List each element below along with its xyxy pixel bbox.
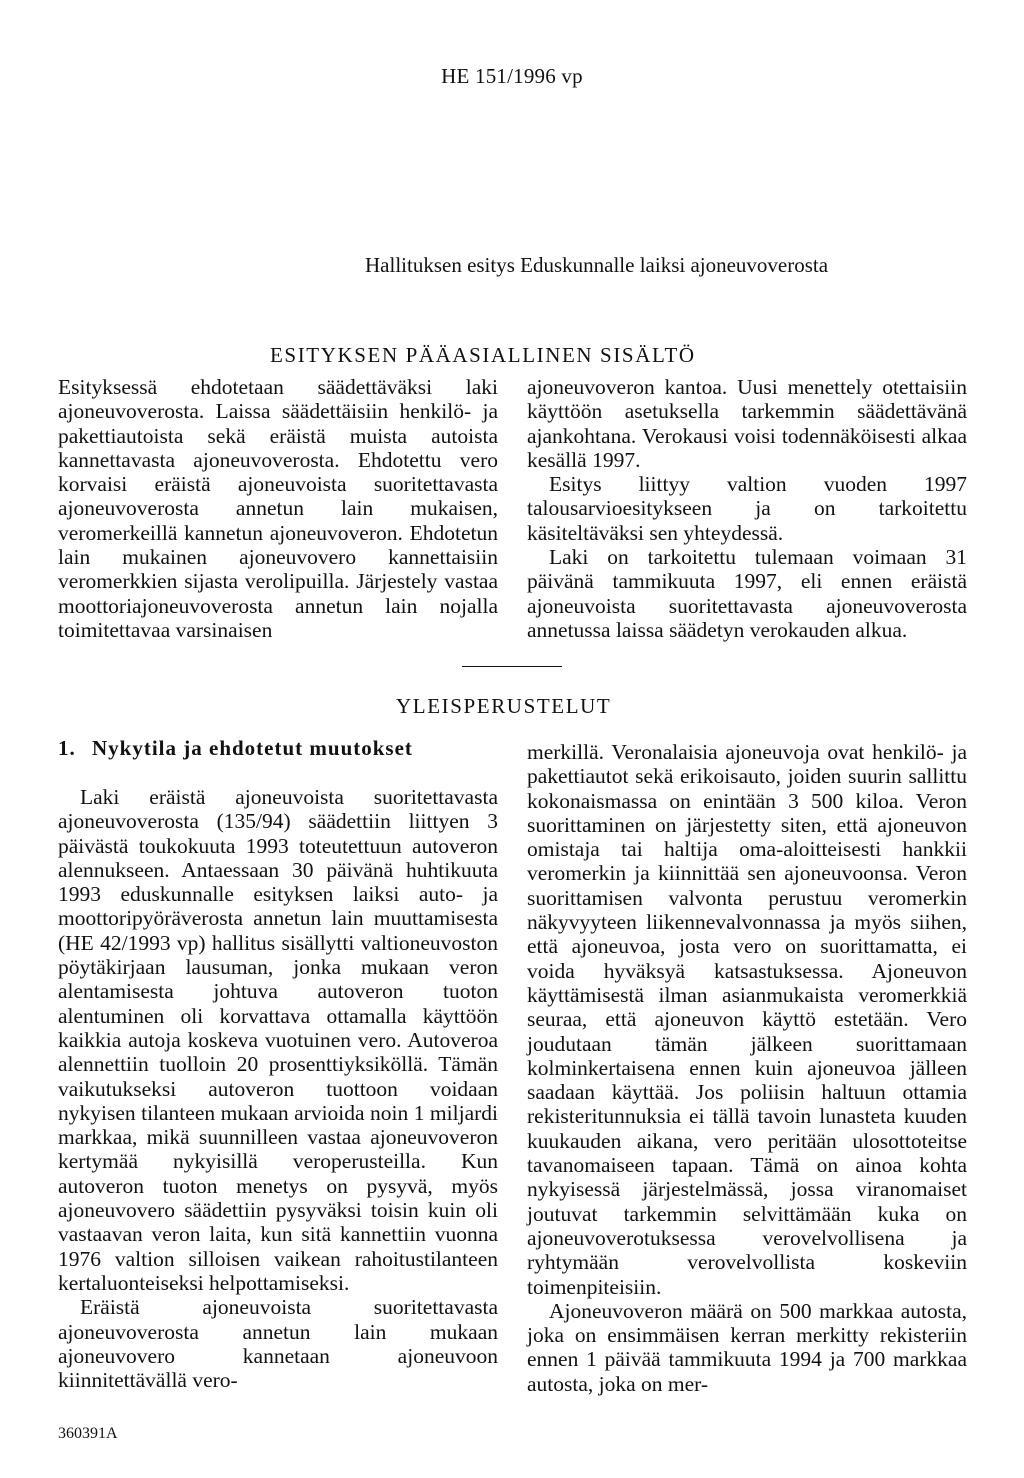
summary-heading: ESITYKSEN PÄÄASIALLINEN SISÄLTÖ — [270, 343, 696, 367]
summary-paragraph: Laki on tarkoitettu tulemaan voimaan 31 päivänä tammikuuta 1997, eli ennen eräistä ajoneuvoista suoritettavasta ajoneuvoverosta annetussa laissa säädetyn verokauden alkua. — [527, 545, 967, 642]
summary-paragraph: ajoneuvoveron kantoa. Uusi menettely otettaisiin käyttöön asetuksella tarkemmin säädettävänä ajankohtana. Verokausi voisi todennäköisesti alkaa kesällä 1997. — [527, 375, 967, 472]
general-heading: YLEISPERUSTELUT — [396, 694, 612, 718]
document-id: HE 151/1996 vp — [441, 64, 583, 88]
footer-code: 360391A — [58, 1425, 118, 1442]
body-paragraph: Ajoneuvoveron määrä on 500 markkaa autosta, joka on ensimmäisen kerran merkitty rekisteriin ennen 1 päivää tammikuuta 1994 ja 700 markkaa autosta, joka on mer- — [527, 1298, 967, 1396]
body-paragraph: merkillä. Veronalaisia ajoneuvoja ovat henkilö- ja pakettiautot sekä erikoisauto, joiden suurin sallittu kokonaismassa on enintään 3 500 kiloa. Veron suorittaminen on järjestetty siten, että ajoneuvon omistaja tai haltija oma-aloitteisesti hankkii veromerkin ja kiinnittää sen ajoneuvoonsa. Veron suorittamisen valvonta perustuu veromerkin näkyvyyteen liikennevalvonnassa ja myös siihen, että ajoneuvoa, josta vero on suorittamatta, ei voida hyväksyä katsastuksessa. Ajoneuvon käyttämisestä ilman asianmukaista veromerkkiä seuraa, että ajoneuvon käyttö estetään. Vero joudutaan tämän jälkeen suorittamaan kolminkertaisena ennen kuin ajoneuvoa jälleen saadaan käyttää. Jos poliisin haltuun ottamia rekisteritunnuksia ei tällä tavoin lunasteta kuuden kuukauden aikana, vero peritään ulosottoteitse tavanomaiseen tapaan. Tämä on ainoa kohta nykyisessä järjestelmässä, jossa viranomaiset joutuvat tarkemmin selvittämään kuka on ajoneuvoverotuksessa verovelvollisena ja ryhtymään verovelvollista koskeviin toimenpiteisiin. — [527, 740, 967, 1299]
body-paragraph: Laki eräistä ajoneuvoista suoritettavasta ajoneuvoverosta (135/94) säädettiin liittyen 3 päivästä toukokuuta 1993 toteutettuun autoveron alennukseen. Antaessaan 30 päivänä huhtikuuta 1993 eduskunnalle esityksen laiksi auto- ja moottoripyöräverosta annetun lain muuttamisesta (HE 42/1993 vp) hallitus sisällytti valtioneuvoston pöytäkirjaan lausuman, jonka mukaan veron alentamisesta johtuva autoveron tuoton alentuminen oli korvattava ottamalla käyttöön kaikkia autoja koskeva vuotuinen vero. Autoveroa alennettiin tuolloin 20 prosenttiyksiköllä. Tämän vaikutukseksi autoveron tuottoon voidaan nykyisen tilanteen mukaan arvioida noin 1 miljardi markkaa, mikä suunnilleen vastaa ajoneuvoveron kertymää nykyisillä veroperusteilla. Kun autoveron tuoton menetys on pysyvä, myös ajoneuvovero säädettiin pysyväksi toisin kuin oli vastaavan veron laita, kun sitä kannettiin vuonna 1976 valtion silloisen vaikean rahoitustilanteen kertaluonteiseksi helpottamiseksi. — [58, 785, 498, 1295]
subsection-title: Nykytila ja ehdotetut muutokset — [92, 736, 413, 760]
document-title: Hallituksen esitys Eduskunnalle laiksi ajoneuvoverosta — [365, 253, 829, 277]
summary-left-column — [58, 375, 498, 642]
general-right-column — [527, 740, 967, 1396]
general-left-column — [58, 785, 498, 1392]
summary-paragraph: Esityksessä ehdotetaan säädettäväksi laki ajoneuvoverosta. Laissa säädettäisiin henkilö- ja pakettiautoista sekä eräistä muista autoista kannettavasta ajoneuvoverosta. Ehdotettu vero korvaisi eräistä ajoneuvoista suoritettavasta ajoneuvoverosta annetun lain mukaisen, veromerkeillä kannetun ajoneuvoveron. Ehdotetun lain mukainen ajoneuvovero kannettaisiin veromerkkien sijasta verolipuilla. Järjestely vastaa moottoriajoneuvoverosta annetun lain nojalla toimitettavaa varsinaisen — [58, 375, 498, 642]
subsection-number: 1. — [58, 736, 76, 760]
summary-right-column — [527, 375, 967, 642]
summary-paragraph: Esitys liittyy valtion vuoden 1997 talousarvioesitykseen ja on tarkoitettu käsiteltäväksi sen yhteydessä. — [527, 472, 967, 545]
section-divider — [462, 666, 562, 667]
body-paragraph: Eräistä ajoneuvoista suoritettavasta ajoneuvoverosta annetun lain mukaan ajoneuvovero kannetaan ajoneuvoon kiinnitettävällä vero- — [58, 1295, 498, 1393]
subsection-heading — [58, 736, 413, 761]
